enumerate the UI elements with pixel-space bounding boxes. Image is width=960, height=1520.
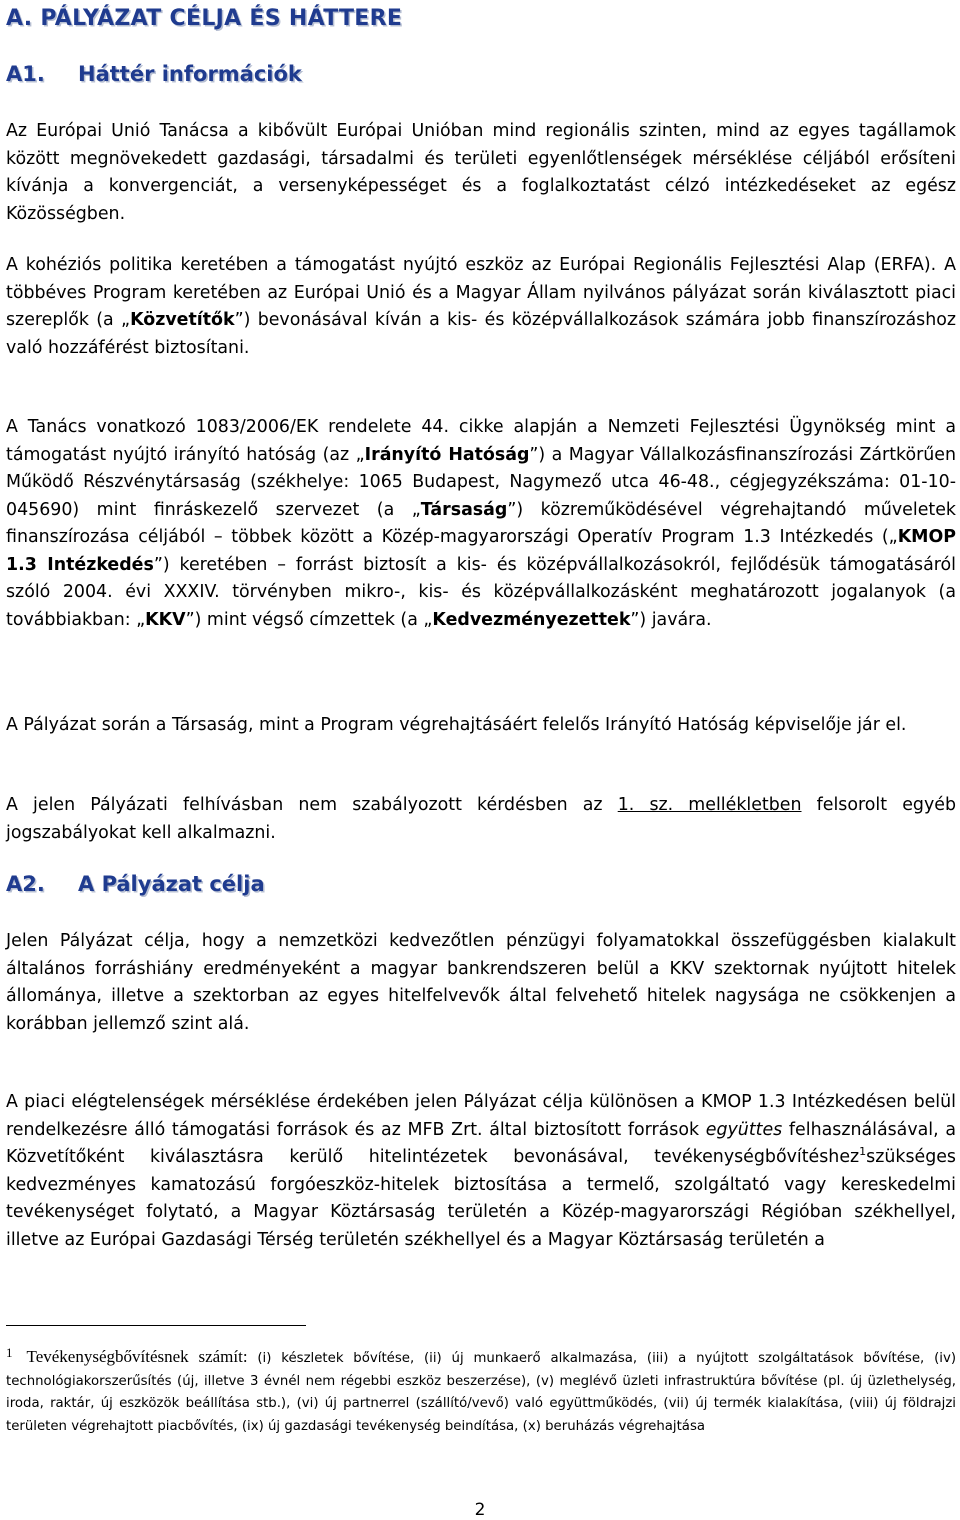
paragraph-text: A jelen Pályázati felhívásban nem szabályozott kérdésben az <box>6 795 618 815</box>
term-iranyito-hatosag: Irányító Hatóság <box>364 444 530 465</box>
paragraph-representation: A Pályázat során a Társaság, mint a Program végrehajtásáért felelős Irányító Hatóság képviselője jár el. <box>6 715 907 735</box>
paragraph-cohesion-policy <box>6 252 956 362</box>
emphasis-egyuttes: együttes <box>705 1119 783 1140</box>
term-tarsasag: Társaság <box>420 499 508 520</box>
paragraph-text: ”) keretében – forrást biztosít a kis- és középvállalkozásokról, fejlődésük támogatásáról szóló 2004. évi XXXIV. törvényben mikro-, kis- és középvállalkozásként meghatározott jogalanyok (a továbbiakban: „ <box>6 554 957 630</box>
paragraph-purpose: Jelen Pályázat célja, hogy a nemzetközi kedvezőtlen pénzügyi folyamatokkal összefüggésben kialakult általános forráshiány eredményeként a magyar bankrendszeren belül a KKV szektornak nyújtott hitelek állománya, illetve a szektorban az egyes hitelfelvevők által felvehető hitelek nagysága ne csökkenjen a korábban jellemző szint alá. <box>6 931 956 1034</box>
paragraph-text: A piaci elégtelenségek mérséklése érdekében jelen Pályázat célja különösen a KMOP 1.3 Intézkedésen belül rendelkezésre álló támogatási források és az MFB Zrt. által biztosított források <box>6 1092 956 1140</box>
term-kedvezmenyezettek: Kedvezményezettek <box>432 609 631 630</box>
paragraph-text: ”) bevonásával kíván a kis- és középvállalkozások számára jobb finanszírozáshoz való hozzáférést biztosítani. <box>6 310 956 358</box>
section-a2-number: A2. <box>6 872 45 896</box>
paragraph-text: ”) közreműködésével végrehajtandó műveletek finanszírozása céljából – többek között a Közép-magyarországi Operatív Program 1.3 Intézkedés („ <box>6 499 956 547</box>
footnote <box>6 1342 956 1438</box>
footnote-marker: 1 <box>6 1345 13 1360</box>
paragraph-text: felsorolt egyéb jogszabályokat kell alkalmazni. <box>6 795 956 843</box>
term-kkv: KKV <box>145 609 186 630</box>
main-heading: A. PÁLYÁZAT CÉLJA ÉS HÁTTERE <box>6 6 403 31</box>
footnote-separator <box>6 1325 306 1326</box>
paragraph-text: ”) a Magyar Vállalkozásfinanszírozási Zártkörűen Működő Részvénytársaság (székhelye: 1065 Budapest, Nagymező utca 46-48., cégjegyzékszáma: 01-10-045690) mint finráskezelő szervezet (a „ <box>6 444 956 520</box>
paragraph-council-regulation <box>6 414 956 634</box>
footnote-reference[interactable]: 1 <box>859 1145 867 1159</box>
paragraph-text: ”) javára. <box>630 609 712 630</box>
paragraph-text: szükséges kedvezményes kamatozású forgóeszköz-hitelek biztosítása a termelő, szolgáltató vagy kereskedelmi tevékenységet folytató, a Magyar Köztársaság területén a Közép-magyarországi Régióban székhellyel, illetve az Európai Gazdasági Térség területén székhellyel és a Magyar Köztársaság területén a <box>6 1147 956 1250</box>
term-kozvetitok: Közvetítők <box>130 310 235 330</box>
section-a2-heading <box>6 872 265 896</box>
paragraph-text: A Tanács vonatkozó 1083/2006/EK rendelete 44. cikke alapján a Nemzeti Fejlesztési Ügynökség mint a támogatást nyújtó irányító hatóság (az „ <box>6 417 956 465</box>
paragraph-eu-council: Az Európai Unió Tanácsa a kibővült Európai Unióban mind regionális szinten, mind az egyes tagállamok között megnövekedett gazdasági, társadalmi és területi egyenlőtlenségek mérséklése céljából erősíteni kívánja a konvergenciát, a versenyképességet és a foglalkoztatást célzó intézkedéseket az egész Közösségben. <box>6 121 956 224</box>
paragraph-text: A kohéziós politika keretében a támogatást nyújtó eszköz az Európai Regionális Fejlesztési Alap (ERFA). A többéves Program keretében az Európai Unió és a Magyar Állam nyilvános pályázat során kiválasztott piaci szereplők (a „ <box>6 255 956 330</box>
footnote-term: Tevékenységbővítésnek számít: <box>26 1347 248 1366</box>
footnote-text: (i) készletek bővítése, (ii) új munkaerő alkalmazása, (iii) a nyújtott szolgáltatások bővítése, (iv) technológiakorszerűsítés (új, illetve 3 évnél nem régebbi eszköz beszerzése), (v) meglévő üzleti infrastruktúra bővítése (pl. új üzlethelység, iroda, raktár, új eszközök beállítása stb.), (vi) új partnerrel (szállító/vevő) való együttműködés, (vii) új termék kialakítása, (viii) új földrajzi területen végrehajtott piacbővítés, (ix) új gazdasági tevékenység beindítása, (x) beruházás végrehajtása <box>6 1351 957 1434</box>
paragraph-other-laws <box>6 792 956 847</box>
section-a2-title: A Pályázat célja <box>78 872 265 896</box>
annex-1-link[interactable]: 1. sz. mellékletben <box>617 795 802 815</box>
paragraph-market-failures <box>6 1089 956 1254</box>
section-a1-number: A1. <box>6 62 45 86</box>
section-a1-title: Háttér információk <box>78 62 302 86</box>
term-kmop: KMOP 1.3 Intézkedés <box>6 527 956 575</box>
section-a1-heading <box>6 62 302 86</box>
paragraph-text: felhasználásával, a Közvetítőként kiválasztásra kerülő hitelintézetek bevonásával, tevékenységbővítéshez <box>6 1119 956 1167</box>
paragraph-text: ”) mint végső címzettek (a „ <box>185 609 433 630</box>
page-number: 2 <box>474 1500 486 1520</box>
